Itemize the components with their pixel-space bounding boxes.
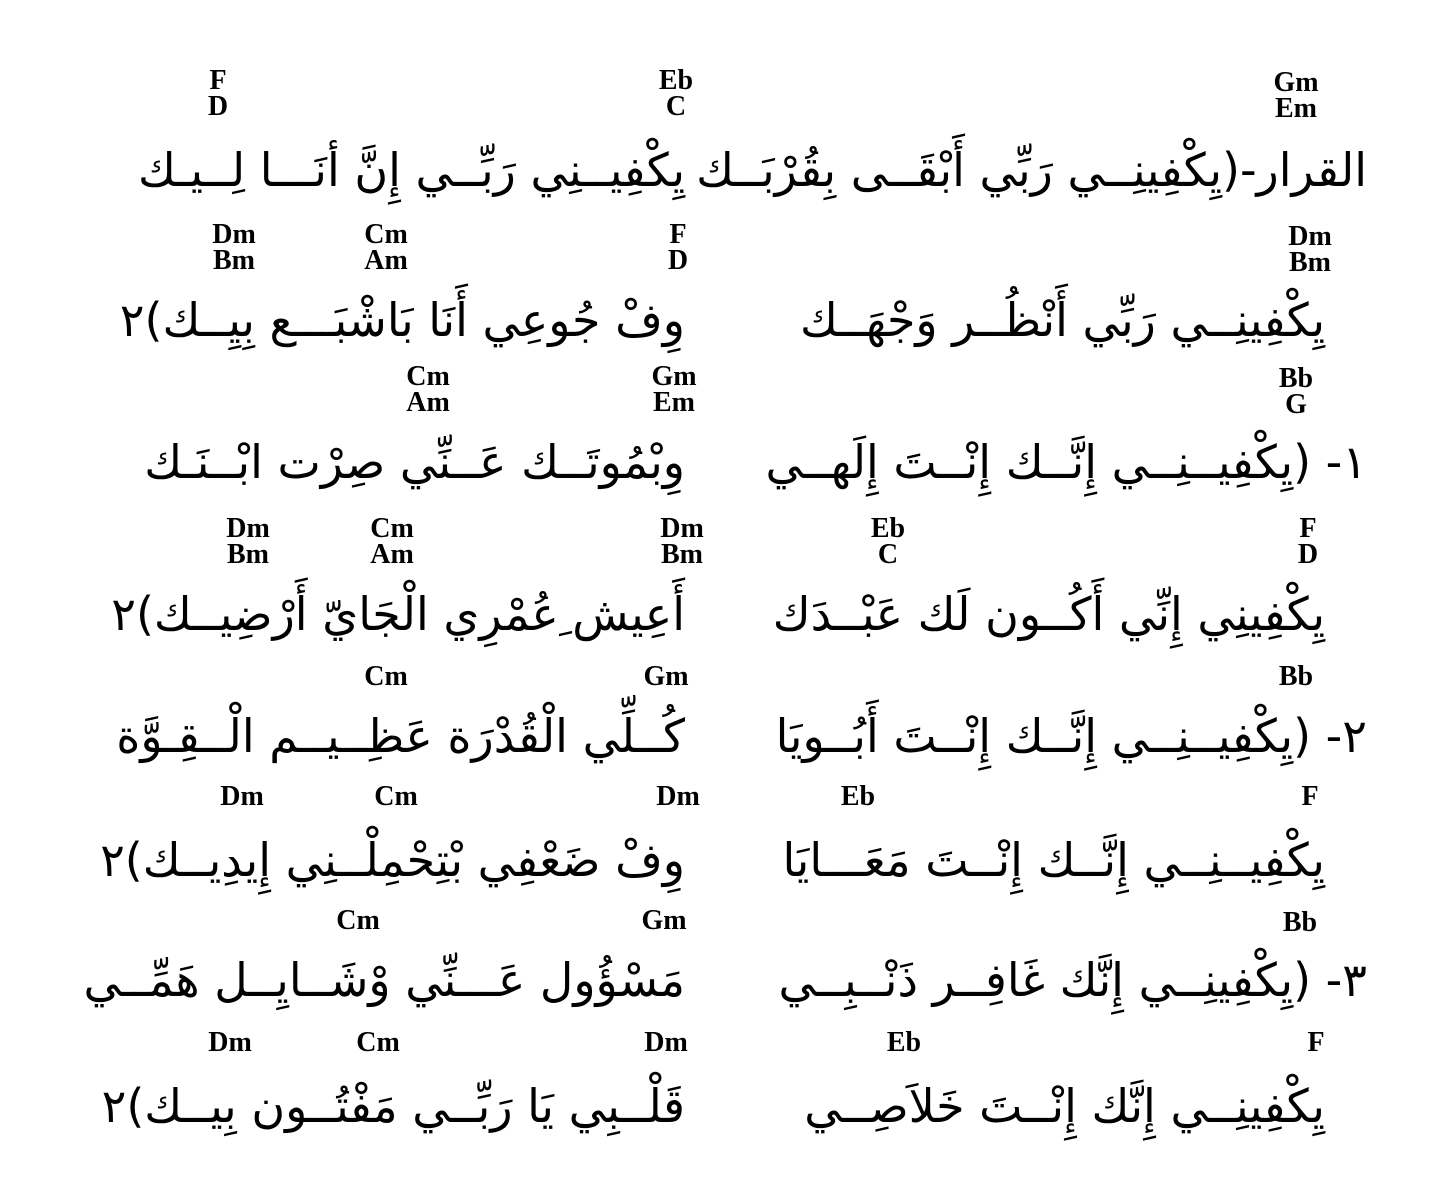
chord-19: Dm xyxy=(220,781,264,812)
chord-3: Gm Em xyxy=(1273,67,1319,124)
lyric-line-8-right: يِكْفِينِــي إِنَّك إِنْــتَ خَلاَصِــي xyxy=(804,1079,1325,1133)
chord-29: Dm xyxy=(644,1027,688,1058)
lyric-line-1-right: القرار-(يِكْفِينِــي رَبِّي أَبْقَــى بِقُرْبَــك xyxy=(696,143,1367,197)
chord-10: Bb G xyxy=(1278,363,1314,420)
chord-8: Cm Am xyxy=(406,361,450,418)
chord-21: Dm xyxy=(656,781,700,812)
chord-20: Cm xyxy=(374,781,418,812)
chord-25: Gm xyxy=(641,905,687,936)
chord-5: Cm Am xyxy=(364,219,408,276)
chord-12: Cm Am xyxy=(370,513,414,570)
lyric-line-8-left: قَلْــبِي يَا رَبِّــي مَفْتُــون بِيــك)٢ xyxy=(101,1079,685,1133)
chord-26: Bb xyxy=(1282,907,1318,938)
lyric-line-4-right: يِكْفِينِي إِنِّي أَكُــون لَك عَبْــدَك xyxy=(772,587,1325,641)
chord-9: Gm Em xyxy=(651,361,697,418)
chord-17: Gm xyxy=(643,661,689,692)
chord-16: Cm xyxy=(364,661,408,692)
chord-28: Cm xyxy=(356,1027,400,1058)
chord-23: F xyxy=(1301,781,1319,812)
chord-7: Dm Bm xyxy=(1288,221,1332,278)
lyric-line-6-right: يِكْفِيــنِــي إِنَّــك إِنْــتَ مَعَـــايَا xyxy=(782,833,1325,887)
chord-4: Dm Bm xyxy=(212,219,256,276)
lyric-line-7-left: مَسْؤُول عَـــنِّي وْشَــايِــل هَمِّــي xyxy=(83,953,685,1007)
lyric-line-5-right: ٢- (يِكْفِيــنِــي إِنَّــك إِنْــتَ أَبُــويَا xyxy=(775,709,1367,763)
lyric-line-2-right: يِكْفِينِــي رَبِّي أَنْظُــر وَجْهَــك xyxy=(800,293,1325,347)
lyric-line-5-left: كُــلِّي الْقُدْرَة عَظِــيــم الْــقِـوَّة xyxy=(116,709,685,763)
chord-15: F D xyxy=(1297,513,1319,570)
chord-1: F D xyxy=(207,65,229,122)
chord-14: Eb C xyxy=(870,513,906,570)
lyric-line-2-left: وِفْ جُوعِي أَنَا بَاشْبَـــع بِيِــك)٢ xyxy=(119,293,685,347)
chord-11: Dm Bm xyxy=(226,513,270,570)
chord-31: F xyxy=(1307,1027,1325,1058)
lyric-line-1-left: يِكْفِيــنِي رَبِّــي إِنَّ أنَـــا لِــيـك xyxy=(137,143,685,197)
chord-2: Eb C xyxy=(658,65,694,122)
lyric-line-7-right: ٣- (يِكْفِينِــي إِنَّك غَافِــر ذَنْــبِــي xyxy=(778,953,1367,1007)
lyric-line-4-left: أَعِيش ِعُمْرِي الْجَايّ أَرْضِيــك)٢ xyxy=(111,587,685,641)
chord-13: Dm Bm xyxy=(660,513,704,570)
chord-27: Dm xyxy=(208,1027,252,1058)
chord-30: Eb xyxy=(886,1027,922,1058)
chord-24: Cm xyxy=(336,905,380,936)
chord-18: Bb xyxy=(1278,661,1314,692)
lyric-line-6-left: وِفْ ضَعْفِي بْتِحْمِلْــنِي إِيدِيــك)٢ xyxy=(100,833,685,887)
lyric-line-3-right: ١- (يِكْفِيــنِــي إِنَّــك إِنْــتَ إِلَهــي xyxy=(765,435,1367,489)
lyric-line-3-left: وِبْمُوتَــك عَــنِّي صِرْت ابْــنَـك xyxy=(144,435,685,489)
chord-6: F D xyxy=(667,219,689,276)
chord-22: Eb xyxy=(840,781,876,812)
